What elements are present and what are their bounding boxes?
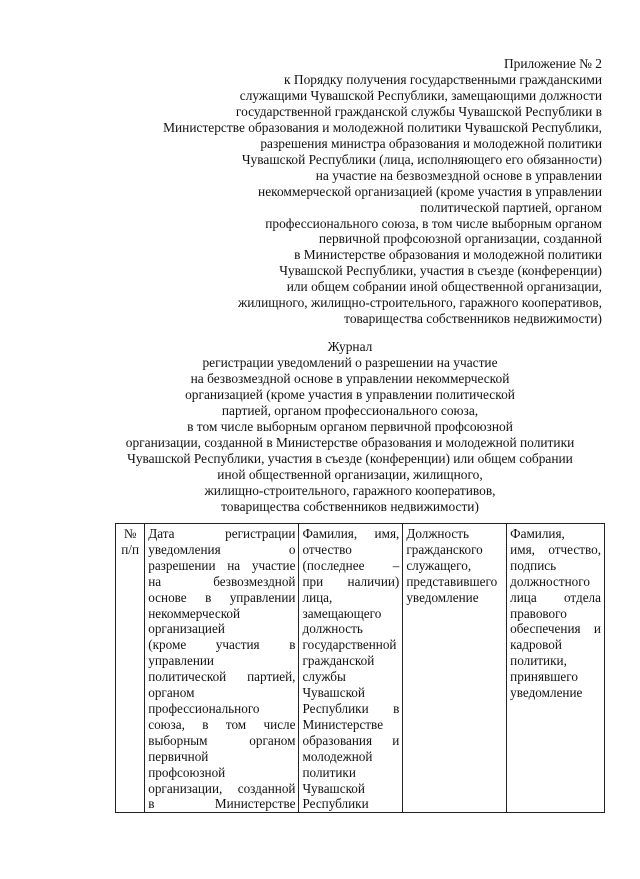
- col-name-header: [299, 524, 403, 813]
- header-text-line: союза, в том числе: [148, 716, 296, 732]
- header-text-line: государственной: [302, 637, 397, 653]
- appendix-line: в Министерстве образования и молодежной политики: [294, 247, 602, 263]
- appendix-line: политической партией, органом: [420, 199, 602, 215]
- header-text-line: Дата регистрации: [148, 526, 296, 541]
- header-text-line: Республики: [302, 796, 369, 812]
- appendix-line: Чувашской Республики (лица, исполняющего его обязанности): [241, 151, 602, 167]
- header-text-line: должностного: [510, 573, 590, 589]
- header-text-line: профессионального: [148, 700, 260, 716]
- col-number-header: [116, 524, 145, 813]
- appendix-line: государственной гражданской службы Чувашской Республики в: [235, 103, 602, 119]
- header-text-line: Республики в: [302, 700, 400, 716]
- registration-table: [115, 523, 605, 813]
- header-text-line: представившего: [406, 573, 498, 589]
- header-text-line: политики: [302, 764, 356, 780]
- header-text-line: основе в управлении: [148, 589, 296, 605]
- header-text-line: Чувашской: [302, 780, 365, 796]
- header-text-line: Фамилия,: [510, 526, 565, 541]
- appendix-line: к Порядку получения государственными гражданскими: [284, 71, 602, 87]
- header-text-line: гражданского: [406, 541, 483, 557]
- header-text-line: уведомления о: [148, 541, 296, 557]
- header-text-line: организацией: [148, 621, 225, 637]
- header-text-line: должность: [302, 621, 363, 637]
- header-text-line: лица отдела: [510, 589, 601, 605]
- header-text-line: органом: [148, 685, 195, 701]
- col-position-header: [403, 524, 507, 813]
- journal-line: в том числе выборным органом первичной профсоюзной: [187, 418, 513, 434]
- journal-line: на безвозмездной основе в управлении некоммерческой: [190, 370, 510, 386]
- header-text-line: подпись: [510, 557, 557, 573]
- header-text-line: политической партией,: [148, 669, 296, 685]
- header-text-line: п/п: [121, 541, 139, 557]
- col-date-header: [145, 524, 299, 813]
- journal-line: организации, созданной в Министерстве образования и молодежной политики: [125, 434, 575, 450]
- journal-line: жилищно-строительного, гаражного кооперативов,: [204, 482, 496, 498]
- header-text-line: Министерстве: [302, 716, 384, 732]
- header-text-line: служащего,: [406, 557, 472, 573]
- header-text-line: лица,: [302, 589, 333, 605]
- table-header-row: [116, 524, 605, 813]
- header-text-line: гражданской: [302, 653, 375, 669]
- appendix-line: первичной профсоюзной организации, созданной: [318, 231, 602, 247]
- header-text-line: (кроме участия в: [148, 637, 296, 653]
- journal-line: регистрации уведомлений о разрешении на участие: [202, 354, 498, 370]
- header-text-line: организации, созданной: [148, 780, 296, 796]
- header-text-line: первичной: [148, 748, 209, 764]
- header-text-line: политики,: [510, 653, 567, 669]
- appendix-line: разрешения министра образования и молодежной политики: [260, 135, 602, 151]
- appendix-line: служащими Чувашской Республики, замещающими должности: [239, 87, 602, 103]
- header-text-line: профсоюзной: [148, 764, 226, 780]
- header-text-line: Фамилия, имя,: [302, 526, 400, 541]
- header-text-line: некоммерческой: [148, 605, 241, 621]
- header-text-line: принявшего: [510, 669, 578, 685]
- col-receiver-header: [507, 524, 605, 813]
- journal-line: иной общественной организации, жилищного,: [217, 466, 483, 482]
- header-text-line: молодежной: [302, 748, 373, 764]
- header-text-line: уведомление: [406, 589, 479, 605]
- header-text-line: в Министерстве: [148, 796, 296, 812]
- header-text-line: замещающего: [302, 605, 382, 621]
- journal-line: Журнал: [327, 339, 373, 354]
- appendix-line: некоммерческой организацией (кроме участия в управлении: [258, 183, 602, 199]
- header-text-line: правового: [510, 605, 567, 621]
- appendix-line: Приложение № 2: [503, 56, 602, 71]
- journal-line: организацией (кроме участия в управлении политической: [185, 386, 515, 402]
- appendix-line: на участие на безвозмездной основе в управлении: [315, 167, 602, 183]
- appendix-line: Чувашской Республики, участия в съезде (конференции): [279, 263, 602, 279]
- header-text-line: службы: [302, 669, 346, 685]
- journal-line: Чувашской Республики, участия в съезде (конференции) или общем собрании: [127, 450, 573, 466]
- appendix-line: товарищества собственников недвижимости): [344, 311, 602, 327]
- journal-line: товарищества собственников недвижимости): [221, 498, 479, 514]
- appendix-line: или общем собрании иной общественной организации,: [286, 279, 602, 295]
- header-text-line: (последнее –: [302, 557, 400, 573]
- header-text-line: отчество: [302, 541, 352, 557]
- header-text-line: образования и: [302, 732, 400, 748]
- header-text-line: разрешении на участие: [148, 557, 296, 573]
- appendix-line: Министерстве образования и молодежной политики Чувашской Республики,: [163, 119, 602, 135]
- journal-line: партией, органом профессионального союза,: [221, 402, 479, 418]
- header-text-line: управлении: [148, 653, 214, 669]
- header-text-line: уведомление: [510, 685, 583, 701]
- header-text-line: имя, отчество,: [510, 541, 601, 557]
- header-text-line: при наличии): [302, 573, 400, 589]
- appendix-line: жилищного, жилищно-строительного, гаражного кооперативов,: [237, 295, 602, 311]
- header-text-line: Чувашской: [302, 685, 365, 701]
- header-text-line: обеспечения и: [510, 621, 601, 637]
- header-text-line: выборным органом: [148, 732, 296, 748]
- header-text-line: на безвозмездной: [148, 573, 296, 589]
- header-text-line: Должность: [406, 526, 470, 541]
- appendix-line: профессионального союза, в том числе выборным органом: [265, 215, 602, 231]
- header-text-line: кадровой: [510, 637, 562, 653]
- appendix-header: [82, 56, 602, 327]
- header-text-line: №: [123, 526, 137, 541]
- journal-title: [100, 339, 600, 514]
